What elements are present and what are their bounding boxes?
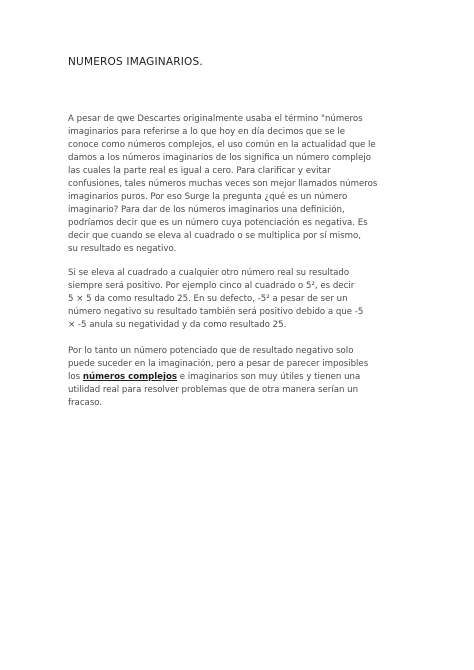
- link-suffix-text: e imaginarios son muy útiles y tienen una: [176, 372, 361, 382]
- paragraph-line: 5 × 5 da como resultado 25. En su defecto, -5² a pesar de ser un: [68, 294, 348, 304]
- paragraph-line: imaginarios para referirse a lo que hoy en día decimos que se le: [68, 127, 346, 137]
- paragraph-line: puede suceder en la imaginación, pero a pesar de parecer imposibles: [68, 359, 369, 369]
- paragraph-line: utilidad real para resolver problemas que de otra manera serían un: [68, 385, 359, 395]
- paragraph-line: número negativo su resultado también será positivo debido a que -5: [68, 307, 364, 317]
- paragraph-line-with-link: [68, 371, 428, 384]
- paragraph-line: siempre será positivo. Por ejemplo cinco al cuadrado o 5², es decir: [68, 281, 355, 291]
- paragraph-line: Por lo tanto un número potenciado que de resultado negativo solo: [68, 346, 354, 356]
- paragraph-line: imaginario? Para dar de los números imaginarios una definición,: [68, 205, 345, 215]
- paragraph-line: las cuales la parte real es igual a cero. Para clarificar y evitar: [68, 166, 331, 176]
- paragraph-line: × -5 anula su negatividad y da como resultado 25.: [68, 320, 287, 330]
- paragraph-line: su resultado es negativo.: [68, 244, 177, 254]
- paragraph-line: fracaso.: [68, 398, 103, 408]
- paragraph-line: imaginarios puros. Por eso Surge la pregunta ¿qué es un número: [68, 192, 348, 202]
- link-prefix-text: los: [68, 372, 83, 382]
- paragraph-line: A pesar de qwe Descartes originalmente usaba el término "números: [68, 114, 363, 124]
- paragraph-line: damos a los números imaginarios de los significa un número complejo: [68, 153, 372, 163]
- document-title: NUMEROS IMAGINARIOS.: [68, 56, 203, 68]
- paragraph-line: podríamos decir que es un número cuya potenciación es negativa. Es: [68, 218, 368, 228]
- numeros-complejos-link[interactable]: números complejos: [82, 372, 177, 382]
- paragraph-3: [68, 345, 428, 410]
- paragraph-line: decir que cuando se eleva al cuadrado o se multiplica por sí mismo,: [68, 231, 362, 241]
- paragraph-line: confusiones, tales números muchas veces son mejor llamados números: [68, 179, 378, 189]
- paragraph-line: conoce como números complejos, el uso común en la actualidad que le: [68, 140, 376, 150]
- paragraph-1: [68, 113, 428, 256]
- paragraph-2: [68, 267, 428, 332]
- paragraph-line: Si se eleva al cuadrado a cualquier otro número real su resultado: [68, 268, 350, 278]
